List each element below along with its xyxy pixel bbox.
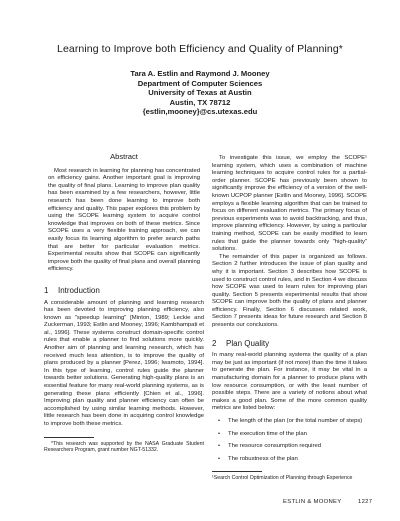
bullet-icon: • bbox=[218, 455, 221, 462]
bullet-icon: • bbox=[218, 430, 221, 437]
paragraph-scope-intro: To investigate this issue, we employ the SCOPE¹ learning system, which uses a combination of machine learning techniques to acquire control rules for a partial-order planner. SCOPE has previously been shown to significantly improve the efficiency of a version of the well-known UCPOP planner [Estlin and Mooney, 1996]. SCOPE employs a flexible learning algorithm that can be trained to focus on different evaluation metrics. The primary focus of previous experiments was to avoid backtracking, and thus, improve planning efficiency. However, by using a particular training method, SCOPE can be easily modified to learn rules that guide the planner towards only "high-quality" solutions. bbox=[212, 155, 367, 253]
section-2-number: 2 bbox=[212, 338, 217, 348]
footnote-scope: ¹Search Control Optimization of Planning through Experience bbox=[212, 475, 353, 482]
list-item: • The execution time of the plan bbox=[218, 430, 307, 437]
author-university: University of Texas at Austin bbox=[148, 88, 252, 98]
section-2-title: Plan Quality bbox=[226, 338, 270, 348]
bullet-icon: • bbox=[218, 418, 221, 424]
page-number: 1227 bbox=[358, 499, 373, 505]
author-block bbox=[40, 69, 360, 117]
bullet-icon: • bbox=[218, 443, 221, 450]
footnote-funding: *This research was supported by the NASA Graduate Student Researchers Program, grant number NGT-51332. bbox=[44, 440, 204, 454]
running-footer-authors: ESTLIN & MOONEY bbox=[283, 499, 342, 505]
section-1-title: Introduction bbox=[58, 285, 100, 295]
author-department: Department of Computer Sciences bbox=[137, 78, 263, 88]
abstract-text: Most research in learning for planning has concentrated on efficiency gains. Another important goal is improving the quality of final plans. Learning to improve plan quality has been examined by a few researchers, however, little research has been done learning to improve both efficiency and quality. This paper explores this problem by using the SCOPE learning system to acquire control knowledge that improves on both of these metrics. Since SCOPE uses a very flexible training approach, we can easily focus its learning algorithm to prefer search paths that are better for particular evaluation metrics. Experimental results show that SCOPE can significantly improve both the quality of final plans and overall planning efficiency. bbox=[48, 167, 200, 273]
paragraph-organization: The remainder of this paper is organized as follows. Section 2 further introduces the issue of plan quality and why it is important. Section 3 describes how SCOPE is used to construct control rules, and in Section 4 we discuss how SCOPE was used to learn rules for improving plan quality. Section 5 presents experimental results that show SCOPE can improve both the quality of plans and planner efficiency. Finally, Section 6 discusses related work, Section 7 presents ideas for future research and Section 8 presents our conclusions. bbox=[212, 253, 367, 329]
left-column bbox=[44, 153, 204, 454]
quality-metrics-list bbox=[212, 418, 367, 463]
footnote-rule bbox=[212, 471, 262, 472]
plan-quality-text: In many real-world planning systems the quality of a plan may be just as important (if not more) than the time it takes to generate the plan. For instance, it may be vital in a manufacturing domain for a planner to produce plans with low resource consumption, or with the least number of possible steps. There are a variety of notions about what makes a good plan. Some of the more common quality metrics are listed below: bbox=[212, 352, 367, 412]
list-item: • The length of the plan (or the total number of steps) bbox=[218, 418, 363, 424]
abstract-heading: Abstract bbox=[110, 152, 138, 161]
paper-title: Learning to Improve both Efficiency and Quality of Planning* bbox=[57, 43, 343, 55]
right-column bbox=[212, 155, 367, 482]
author-city: Austin, TX 78712 bbox=[169, 97, 231, 107]
section-1-number: 1 bbox=[44, 285, 49, 295]
abstract bbox=[44, 153, 204, 274]
author-email: {estlin,mooney}@cs.utexas.edu bbox=[142, 107, 258, 117]
section-1-heading bbox=[44, 287, 204, 295]
list-item: • The robustness of the plan bbox=[218, 455, 298, 462]
introduction-text: A considerable amount of planning and learning research has been devoted to improving planning efficiency, also known as "speedup learning" [Minton, 1989; Leckie and Zuckerman, 1993; Estlin and Mooney, 1996; Kambhampati et al., 1996]. These systems construct domain-specific control rules that enable a planner to find solutions more quickly. Another aim of planning and learning research, which has received much less attention, is to improve the quality of plans produced by a planner [Perez, 1996; Iwamoto, 1994]. In this type of learning, control rules guide the planner towards better solutions. Generating high-quality plans is an essential feature for many real-world planning systems, as is generating these plans efficiently [Chien et al., 1996]. Improving plan quality and planner efficiency can often be accomplished by using similar learning methods. However, little research has been done in acquiring control knowledge to improve both these metrics. bbox=[44, 299, 204, 427]
list-item: • The resource consumption required bbox=[218, 443, 321, 450]
section-2-heading bbox=[212, 340, 367, 348]
author-names: Tara A. Estlin and Raymond J. Mooney bbox=[130, 69, 270, 78]
footnote-rule bbox=[44, 437, 94, 438]
